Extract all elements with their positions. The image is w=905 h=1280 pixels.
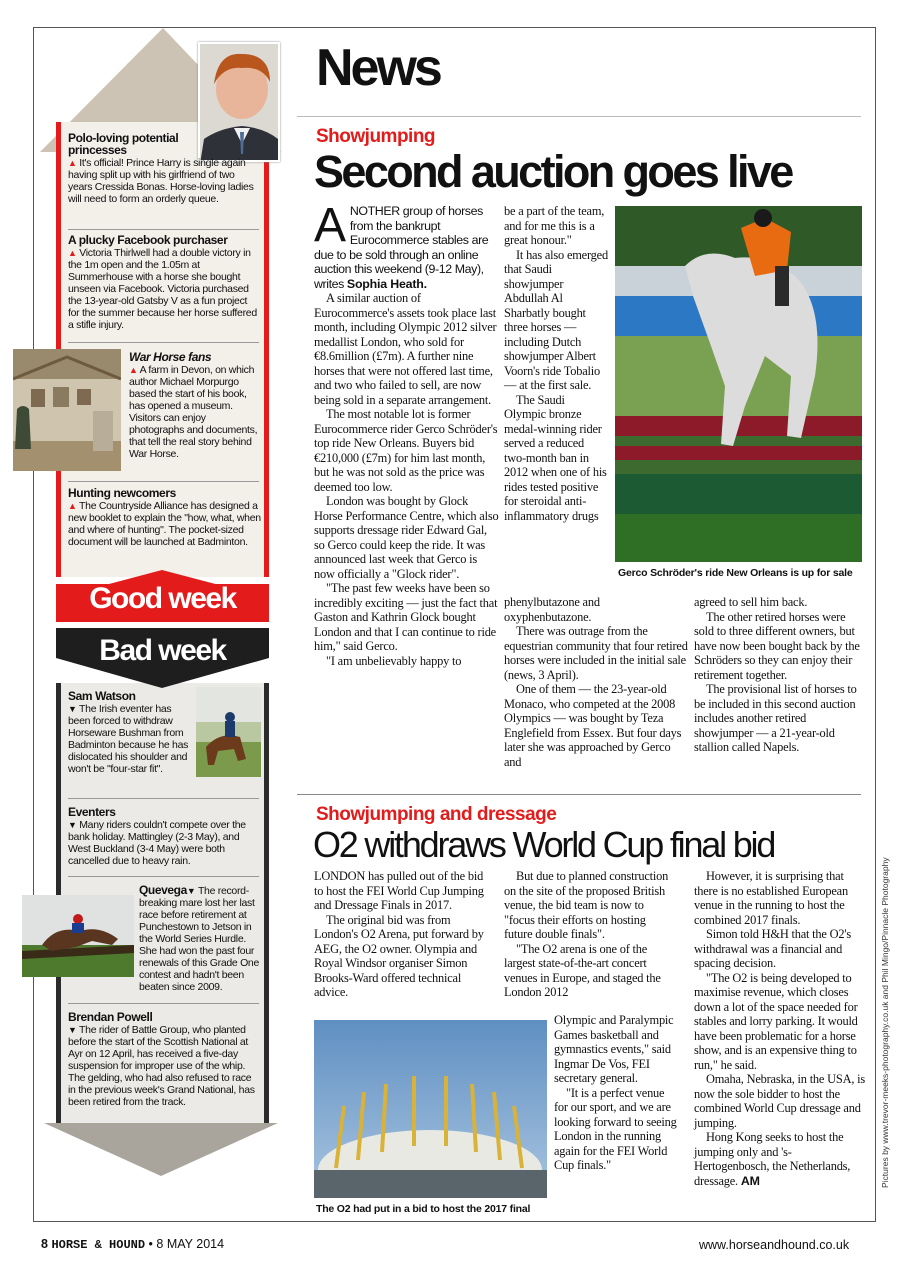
- sidebar-item-title: War Horse fans: [129, 350, 212, 364]
- sidebar-item-text: The rider of Battle Group, who planted before the start of the Scottish National at Ayr on 12 April, has received a five-day suspension for improper use of the whip. The gelding, who had also refused to race in the previous week's Grand National, has been retired from the track.: [68, 1024, 255, 1108]
- paragraph: The provisional list of horses to be included in this second auction includes another retired showjumper — a 21-year-old stallion called Napels.: [694, 682, 857, 754]
- down-triangle-icon: ▼: [68, 1025, 77, 1035]
- paragraph: But due to planned construction on the site of the proposed British venue, the bid team is now to "focus their efforts on hosting future double finals".: [504, 869, 669, 941]
- sidebar-item-text: Many riders couldn't compete over the bank holiday. Mattingley (2-3 May), and West Buckland (3-4 May) were both cancelled due to heavy rain.: [68, 819, 246, 867]
- article2-headline: O2 withdraws World Cup final bid: [313, 824, 775, 865]
- up-triangle-icon: ▲: [68, 501, 77, 511]
- article1-lead: [314, 199, 499, 291]
- article2-column-1: [314, 869, 492, 1000]
- footer-separator: •: [148, 1237, 153, 1251]
- divider: [68, 481, 259, 482]
- paragraph: The other retired horses were sold to three different owners, but have now been bought back by the Schröders so they can enjoy their retirement together.: [694, 609, 860, 682]
- article1-column-1: [314, 199, 499, 668]
- divider: [68, 1003, 259, 1004]
- down-arrow-bottom: [44, 1123, 278, 1176]
- paragraph: "The past few weeks have been so incredibly exciting — just the fact that Gaston and Kathrin Glock bought London and that I can continue to ride him," said Gerco.: [314, 581, 498, 653]
- sidebar-item-text: Victoria Thirlwell had a double victory in the 1m open and the 1.05m at Summerhouse with a horse she bought unseen via Facebook. Victoria purchased the 13-year-old Gatsby V as a fun project for the summer because her horse suffered a stifle injury.: [68, 247, 257, 331]
- paragraph: "It is a perfect venue for our sport, and we are looking forward to seeing London in the running again for the FEI World Cup finals.": [554, 1085, 677, 1172]
- divider: [297, 794, 861, 795]
- divider: [68, 798, 259, 799]
- paragraph: A similar auction of Eurocommerce's assets took place last month, including Olympic 2012 silver medallist London, who sold for €8.6million (£7m). A further nine horses that were not offered last time, and two who failed to sell, are now being sold in a separate arrangement.: [314, 291, 497, 407]
- sidebar-item-body: [68, 247, 261, 331]
- sidebar-item-body: [68, 819, 261, 867]
- paragraph: The Saudi Olympic bronze medal-winning rider served a reduced two-month ban in 2012 when one of his rides tested positive for steroidal anti-inflammatory drugs: [504, 392, 607, 523]
- website-link[interactable]: www.horseandhound.co.uk: [699, 1238, 850, 1252]
- o2-arena-photo: [314, 1020, 547, 1198]
- sidebar-item-title: A plucky Facebook purchaser: [68, 233, 228, 247]
- sidebar-item-eventers: [68, 806, 261, 867]
- sidebar-item-title: Eventers: [68, 805, 116, 819]
- war-horse-museum-photo: [13, 349, 121, 471]
- up-triangle-icon: ▲: [68, 158, 77, 168]
- article1-column-2-bottom: [504, 595, 688, 769]
- sidebar-item-title: Brendan Powell: [68, 1010, 153, 1024]
- paragraph: One of them — the 23-year-old Monaco, who competed at the 2008 Olympics — was bought by Teza Englefield from Essex. But four days later she was approached by Gerco and: [504, 682, 682, 769]
- paragraph: London was bought by Glock Horse Performance Centre, which also supports dressage rider Edward Gal, so Gerco could keep the ride. It was announced last week that Gerco is now officially a "Glock rider".: [314, 494, 499, 581]
- sidebar-item-quevega: [139, 884, 263, 993]
- sidebar-item-hunting: [68, 487, 261, 548]
- sidebar-item-text: The Irish eventer has been forced to withdraw Horseware Bushman from Badminton because he has dislocated his shoulder and won't be "four-star fit".: [68, 703, 189, 775]
- paragraph: "I am unbelievably happy to: [326, 653, 462, 668]
- author-signoff: AM: [740, 1173, 760, 1188]
- divider: [68, 342, 259, 343]
- sidebar-item-body: [68, 703, 194, 775]
- paragraph: It has also emerged that Saudi showjumper Abdullah Al Sharbatly bought three horses — including Dutch showjumper Albert Voorn's ride Tobalio — at the first sale.: [504, 247, 608, 392]
- paragraph: phenylbutazone and oxyphenbutazone.: [504, 595, 600, 624]
- down-triangle-icon: ▼: [186, 886, 196, 896]
- article1-kicker: Showjumping: [316, 126, 436, 147]
- sidebar-item-text: A farm in Devon, on which author Michael Morpurgo based the start of his book, has opened a museum. Visitors can enjoy photographs and documents, that tell the real story behind War Horse.: [129, 364, 258, 460]
- sidebar-item-text: The record-breaking mare lost her last race before retirement at Punchestown to Jetson in the World Series Hurdle. She had won the past four renewals of this Grade One contest and hadn't been beaten since 2009.: [139, 885, 260, 993]
- sidebar-item-text: The Countryside Alliance has designed a new booklet to explain the "how, what, when and where of hunting". The pocket-sized document will be launched at Badminton.: [68, 500, 261, 548]
- sidebar-item-title: Hunting newcomers: [68, 486, 176, 500]
- article2-column-3: [694, 869, 866, 1188]
- paragraph: Omaha, Nebraska, in the USA, is now the sole bidder to host the combined World Cup dressage and jumping.: [694, 1072, 865, 1130]
- sidebar-item-body: [68, 1024, 261, 1108]
- prince-harry-photo: [198, 42, 280, 162]
- sidebar-item-title: Polo-loving potential princesses: [68, 131, 179, 157]
- article1-column-3: [694, 595, 866, 755]
- paragraph: [694, 1130, 866, 1188]
- new-orleans-jumping-photo: [615, 206, 862, 562]
- paragraph: Olympic and Paralympic Games basketball and gymnastics events," said Ingmar De Vos, FEI secretary general.: [554, 1013, 674, 1085]
- sidebar-item-brendan-powell: [68, 1011, 261, 1108]
- up-triangle-icon: ▲: [129, 365, 138, 375]
- paragraph: "The O2 is being developed to maximise revenue, which closes down a lot of the space needed for stables and lorry parking. It would have been problematic for a horse show, and is an expensive thing to run," he said.: [694, 970, 858, 1072]
- paragraph: be a part of the team, and for me this is a great honour.": [504, 204, 605, 247]
- article2-column-2-bottom: [554, 1013, 678, 1173]
- quevega-race-photo: [22, 895, 134, 977]
- sidebar-item-title: Quevega: [139, 883, 187, 897]
- brand-name: HORSE & HOUND: [51, 1238, 146, 1252]
- sidebar-item-sam-watson: [68, 690, 194, 775]
- divider: [68, 229, 259, 230]
- sidebar-item-text: It's official! Prince Harry is single again having split up with his girlfriend of two years Cressida Bonas. Horse-loving ladies will need to form an orderly queue.: [68, 157, 254, 205]
- paragraph: The most notable lot is former Eurocommerce rider Gerco Schröder's top ride New Orleans. Buyers bid €210,000 (£7m) for him last month, but he was not sold as the price was deemed too low.: [314, 407, 498, 494]
- sidebar-item-warhorse: [129, 351, 262, 460]
- article1-byline: Sophia Heath.: [346, 276, 427, 291]
- article2-kicker: Showjumping and dressage: [316, 804, 557, 825]
- sidebar-item-body: [139, 884, 263, 993]
- paragraph: There was outrage from the equestrian community that four retired horses were included in the initial sale (news, 3 April).: [504, 624, 688, 682]
- paragraph: Simon told H&H that the O2's withdrawal was a financial and spacing decision.: [694, 927, 851, 970]
- dropcap: A: [314, 199, 346, 252]
- paragraph: agreed to sell him back.: [694, 595, 808, 609]
- sidebar-item-body: [129, 364, 262, 460]
- article1-photo-caption: Gerco Schröder's ride New Orleans is up for sale: [618, 567, 853, 579]
- paragraph: The original bid was from London's O2 Arena, put forward by AEG, the O2 owner. Olympia and Royal Windsor organiser Simon Brooks-Ward offered technical advice.: [314, 912, 484, 999]
- paragraph: "The O2 arena is one of the largest state-of-the-art concert venues in Europe, and staged the London 2012: [504, 941, 661, 999]
- article2-photo-caption: The O2 had put in a bid to host the 2017 final: [316, 1203, 531, 1215]
- page-footer: [41, 1237, 224, 1252]
- sidebar-item-body: [68, 500, 261, 548]
- sidebar-item-title: Sam Watson: [68, 689, 136, 703]
- sidebar-item-polo: [68, 132, 204, 156]
- paragraph: LONDON has pulled out of the bid to host the FEI World Cup Jumping and Dressage Finals in 2017.: [314, 869, 484, 912]
- article1-headline: Second auction goes live: [314, 146, 792, 197]
- down-triangle-icon: ▼: [68, 704, 77, 714]
- article1-lead-text: NOTHER group of horses from the bankrupt Eurocommerce stables are due to be sold through an online auction this weekend (9-12 May), writes: [314, 204, 489, 291]
- paragraph: However, it is surprising that there is no established European venue in the running to host the combined 2017 finals.: [694, 869, 848, 927]
- paragraph-text: Hong Kong seeks to host the jumping only and 's-Hertogenbosch, the Netherlands, dressage.: [694, 1130, 851, 1188]
- bad-week-label: Bad week: [99, 634, 226, 667]
- divider: [297, 116, 861, 117]
- sam-watson-photo: [196, 687, 261, 777]
- photo-credit: Pictures by www.trevor-meeks-photography.co.uk and Phil Mingo/Pinnacle Photography: [880, 857, 890, 1188]
- article2-column-2-top: [504, 869, 676, 1000]
- sidebar-item-polo-text: [68, 157, 261, 205]
- good-week-label: Good week: [89, 582, 236, 615]
- section-title-news: News: [316, 39, 440, 97]
- issue-date: 8 MAY 2014: [156, 1237, 225, 1251]
- divider: [68, 876, 259, 877]
- down-triangle-icon: ▼: [68, 820, 77, 830]
- sidebar-item-facebook: [68, 234, 261, 331]
- article1-column-2-top: [504, 204, 608, 523]
- page-number: 8: [41, 1237, 48, 1251]
- up-triangle-icon: ▲: [68, 248, 77, 258]
